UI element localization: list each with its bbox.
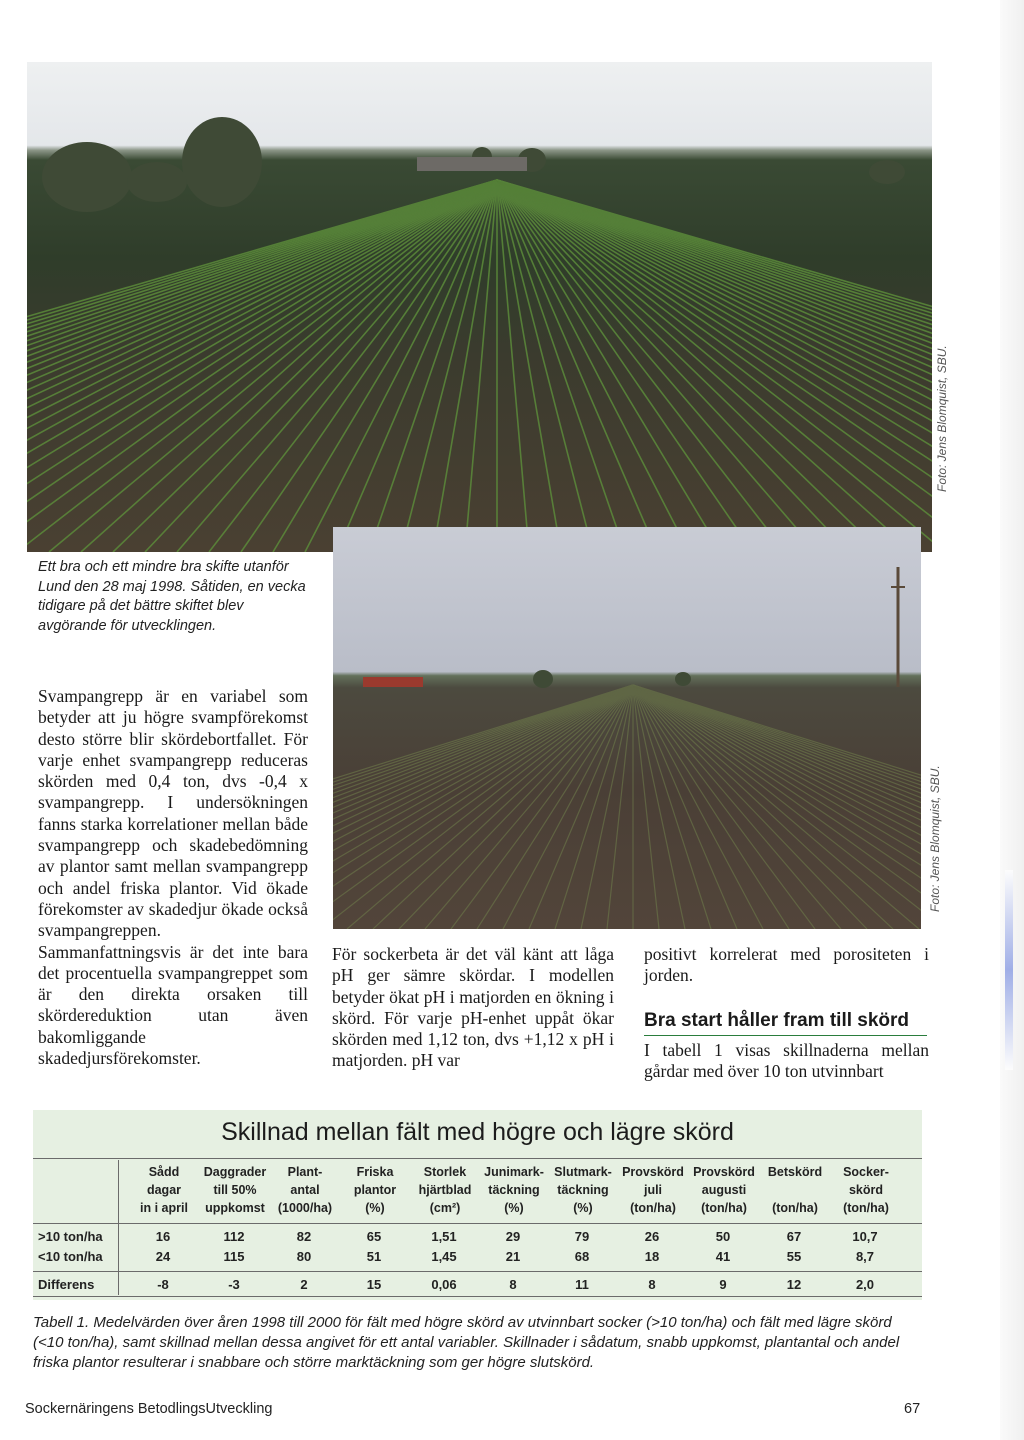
table-header-cell: Socker- skörd (ton/ha) (843, 1165, 889, 1215)
table-cell: 79 (574, 1229, 590, 1244)
field-photo-bottom (333, 527, 921, 929)
table-cell: 21 (505, 1249, 521, 1264)
table-cell: 65 (366, 1229, 382, 1244)
table-rule-top (33, 1158, 922, 1159)
field-photo-top (27, 62, 932, 552)
table-header-cell: Friska plantor (%) (353, 1165, 397, 1215)
table-row-label: >10 ton/ha (38, 1229, 103, 1244)
section-heading: Bra start håller fram till skörd (644, 1010, 927, 1036)
table-cell: 68 (574, 1249, 590, 1264)
table-cell: -8 (157, 1277, 169, 1292)
table-cell: 18 (644, 1249, 660, 1264)
table-cell: 26 (644, 1229, 660, 1244)
table-cell: 67 (786, 1229, 802, 1244)
table-header-cell: Sådd dagar in i april (140, 1165, 188, 1215)
body-column-3-continued: I tabell 1 visas skillnaderna mellan gårdar med över 10 ton utvinnbart (644, 1040, 929, 1082)
field-rows-illustration (27, 62, 932, 552)
page-edge-tint (1005, 870, 1013, 1070)
table-cell: 50 (715, 1229, 731, 1244)
page-edge (1000, 0, 1024, 1440)
field-rows-illustration-bottom (333, 527, 921, 929)
table-header-cell: Junimark- täckning (%) (484, 1165, 544, 1215)
body-column-1: Svampangrepp är en variabel som betyder att ju högre svampförekomst desto större blir skördebortfallet. För varje enhet svampangrepp reduceras skörden med 0,4 ton, dvs -0,4 x svampangrepp. I undersökningen fanns starka korrelationer mellan både svampangrepp och skadebedömning av plantor samt mellan svampangrepp och andel friska plantor. Vid ökade förekomster av skadedjur ökade också svampangreppen. Sammanfattningsvis är det inte bara det procentuella svampangreppet som är den direkta orsaken till skördereduktion utan även bakomliggande skadedjursförekomster. (38, 686, 308, 1069)
table-cell: 0,06 (431, 1277, 457, 1292)
table-header-cell: Storlek hjärtblad (cm²) (418, 1165, 472, 1215)
table-rule-bottom (33, 1296, 922, 1297)
table-cell: 12 (786, 1277, 802, 1292)
table-cell: 80 (296, 1249, 312, 1264)
table-cell: 16 (155, 1229, 171, 1244)
photo-credit-bottom: Foto: Jens Blomquist, SBU. (928, 765, 942, 912)
table-cell: 15 (366, 1277, 382, 1292)
table-cell: 8,7 (855, 1249, 875, 1264)
table-cell: 51 (366, 1249, 382, 1264)
table-rule-header (33, 1223, 922, 1224)
table-header-cell: Daggrader till 50% uppkomst (203, 1165, 267, 1215)
table-cell: 55 (786, 1249, 802, 1264)
table-rule-vertical (118, 1160, 119, 1295)
table-cell: 115 (223, 1249, 245, 1264)
body-column-3: positivt korrelerat med porositeten i jorden. (644, 944, 929, 986)
table-row-label: <10 ton/ha (38, 1249, 103, 1264)
table-cell: 11 (575, 1277, 589, 1292)
table-caption: Tabell 1. Medelvärden över åren 1998 till 2000 för fält med högre skörd av utvinnbart socker (>10 ton/ha) och fält med lägre skörd (<10 ton/ha), samt skillnad mellan dessa angivet för ett antal variabler. Skillnader i sådatum, snabb uppkomst, plantantal och andel friska plantor resulterar i snabbare och större marktäckning som ger högre slutskörd. (33, 1314, 900, 1371)
table-cell: 2 (300, 1277, 308, 1292)
table-header-cell: Provskörd augusti (ton/ha) (693, 1165, 755, 1215)
table-header-cell: Betskörd (ton/ha) (767, 1165, 823, 1215)
table-cell: 112 (223, 1229, 245, 1244)
publication-name: Sockernäringens BetodlingsUtveckling (25, 1401, 273, 1417)
table-cell: 1,51 (431, 1229, 457, 1244)
body-column-2: För sockerbeta är det väl känt att låga pH ger sämre skördar. I modellen betyder ökat pH i matjorden en ökning i skörd. För varje pH-enhet uppåt ökar skörden med 1,12 ton, dvs +1,12 x pH i matjorden. pH var (332, 944, 614, 1071)
photo-credit-top: Foto: Jens Blomquist, SBU. (935, 345, 949, 492)
photo-caption: Ett bra och ett mindre bra skifte utanför Lund den 28 maj 1998. Såtiden, en vecka tidigare på det bättre skiftet blev avgörande för utvecklingen. (38, 559, 306, 634)
table-cell: 1,45 (431, 1249, 457, 1264)
table-cell: 2,0 (855, 1277, 875, 1292)
table-cell: 9 (719, 1277, 727, 1292)
table-cell: 24 (155, 1249, 171, 1264)
table-title: Skillnad mellan fält med högre och lägre skörd (221, 1118, 734, 1146)
table-cell: -3 (228, 1277, 240, 1292)
table-row-label: Differens (38, 1277, 95, 1292)
table-cell: 41 (715, 1249, 731, 1264)
table-cell: 8 (509, 1277, 517, 1292)
table-rule-differens (33, 1271, 922, 1272)
page-number: 67 (904, 1401, 921, 1417)
table-header-cell: Plant- antal (1000/ha) (277, 1165, 333, 1215)
table-header-cell: Provskörd juli (ton/ha) (622, 1165, 684, 1215)
table-cell: 29 (505, 1229, 521, 1244)
table-cell: 10,7 (852, 1229, 878, 1244)
table-cell: 8 (648, 1277, 656, 1292)
table-header-cell: Slutmark- täckning (%) (554, 1165, 612, 1215)
table-cell: 82 (296, 1229, 312, 1244)
